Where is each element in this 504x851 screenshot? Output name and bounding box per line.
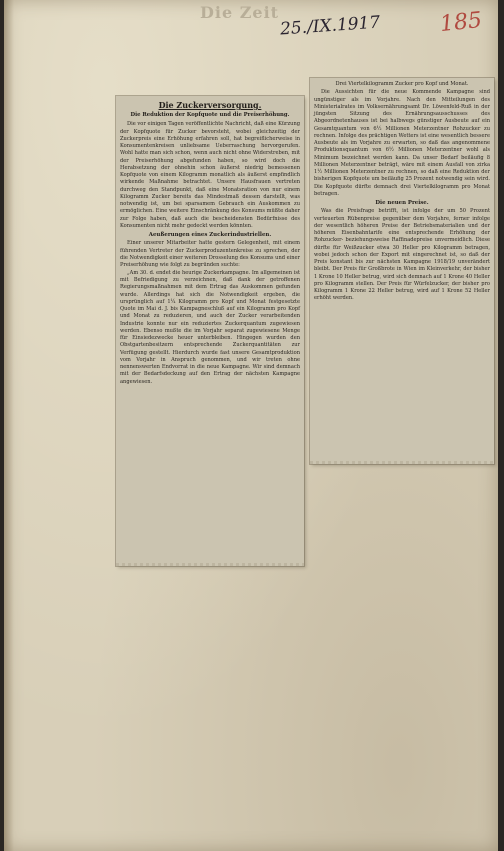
- newspaper-clipping-left: [116, 96, 304, 566]
- archive-sheet: [4, 0, 498, 851]
- article-title: Die Zuckerversorgung.: [158, 100, 262, 110]
- article-paragraph: Einer unserer Mitarbeiter hatte gestern Gelegenheit, mit einem führenden Vertreter der Zuckerproduzentenkreise zu sprechen, der die Notwendigkeit einer weiteren Drosselung des Konsums und einer Preiserhöhung wie folgt zu begründen suchte:: [120, 240, 300, 268]
- section-heading: Die neuen Preise.: [375, 200, 429, 206]
- article-paragraph: Was die Preisfrage betrifft, ist infolge der um 50 Prozent verteuerten Rübenpreise gegenüber dem Vorjahre, ferner infolge der wesentlich höheren Preise der Betriebsmaterialien und der höheren Eisenbahntarife eine entsprechende Erhöhung der Rohzucker- beziehungsweise Raffinadepreise unvermeidlich. Diese dürfte für Weißzucker etwa 30 Heller pro Kilogramm betragen, wobei jedoch schon der Export mit eingerechnet ist, so daß der Preis konstant bis zur nächsten Kampagne 1918/19 unverändert bleibt. Der Preis für Großbrote in Wien im Kleinverkehr, der bisher 1 Krone 10 Heller betrug, wird sich demnach auf 1 Krone 40 Heller pro Kilogramm stellen. Der Preis für Würfelzucker, der bisher pro Kilogramm 1 Krone 22 Heller betrug, wird auf 1 Krone 52 Heller erhöht werden.: [314, 208, 490, 302]
- sheet-edge-shadow: [4, 0, 14, 851]
- handwritten-date: 25./IX.1917: [279, 12, 381, 40]
- article-subtitle: Die Reduktion der Kopfquote und die Preiserhöhung.: [130, 112, 290, 118]
- article-paragraph: „Am 30. d. endet die heurige Zuckerkampagne. Im allgemeinen ist mit Befriedigung zu verzeichnen, daß dank der getroffenen Regierungsmaßnahmen mit dem Ertrag das Auskommen gefunden wurde. Allerdings hat sich die Notwendigkeit ergeben, die ursprünglich auf 1¼ Kilogramm pro Kopf und Monat festgesetzte Quote im Mai d. J. bis Kampagneschluß auf ein Kilogramm pro Kopf und Monat zu reduzieren, und auch der Zucker verarbeitenden Industrie konnte nur ein reduziertes Zuckerquantum zugewiesen werden. Ebenso mußte die im Vorjahr separat zugewiesene Menge für Einsiedezwecke heuer unterbleiben. Hingegen wurden den Obstgartenbesitzern entsprechende Zuckerquantitäten zur Verfügung gestellt. Hierdurch wurde fast unsere Gesamtproduktion vom Vorjahr in Anspruch genommen, und wir treten ohne nennenswerten Endvorrat in die neue Kampagne. Wir sind demnach mit der Bedarfsdeckung auf den Ertrag der nächsten Kampagne angewiesen.: [120, 269, 300, 385]
- article-lead-line: Drei Viertelkilogramm Zucker pro Kopf und Monat.: [335, 81, 469, 87]
- article-paragraph: Die Aussichten für die neue Kommende Kampagne sind ungünstiger als im Vorjahre. Nach den Mitteilungen des Ministerialrates im Volksernährungsamt Dr. Löwenfeld-Ruß in der jüngsten Sitzung des Ernährungsausschusses des Abgeordnetenhauses ist bei halbwegs günstiger Ausbeute auf ein Gesamtquantum von 6½ Millionen Meterzentner Rohzucker zu rechnen. Infolge des prächtigen Wetters ist eine wesentlich bessere Ausbeute als im Vorjahre zu erwarten, so daß das angenommene Produktionsquantum von 6½ Millionen Meterzentner wohl als Minimum bezeichnet werden kann. Da unser Bedarf beiläufig 8 Millionen Meterzentner beträgt, wäre mit einem Ausfall von zirka 1½ Millionen Meterzentner zu rechnen, so daß eine Reduktion der bisherigen Kopfquote um beiläufig 25 Prozent notwendig sein wird. Die Kopfquote dürfte demnach drei Viertelkilogramm pro Monat betragen.: [314, 89, 490, 197]
- newspaper-name-stamp: Die Zeit: [200, 3, 280, 22]
- article-paragraph: Die vor einigen Tagen veröffentlichte Nachricht, daß eine Kürzung der Kopfquote für Zucker bevorsteht, wobei gleichzeitig der Zuckerpreis eine Erhöhung erfahren soll, hat begreiflicherweise in Konsumentenkreisen unliebsame Ueberraschung hervorgerufen. Wohl hatte man sich schon, wenn auch nicht ohne Widerstreben, mit der Preiserhöhung abgefunden haben, so wird doch die Herabsetzung der ohnehin schon äußerst niedrig bemessenen Kopfquote von einem Kilogramm monatlich als äußerst empfindlich wirkende Maßnahme betrachtet. Unsere Hausfrauen vertreten durchweg den Standpunkt, daß eine Monatsration von nur einem Kilogramm Zucker bereits das Mindestmaß dessen darstellt, was notwendig ist, um bei sparsamem Gebrauch ein Auskommen zu ermöglichen. Eine weitere Einschränkung des Konsums müßte daher zur Folge haben, daß auch die bescheidensten Bedürfnisse des Konsumenten nicht mehr gedeckt werden könnten.: [120, 121, 300, 229]
- section-heading: Aeußerungen eines Zuckerindustriellen.: [148, 232, 272, 238]
- newspaper-clipping-right: [310, 78, 494, 464]
- handwritten-archive-number: 185: [438, 7, 484, 38]
